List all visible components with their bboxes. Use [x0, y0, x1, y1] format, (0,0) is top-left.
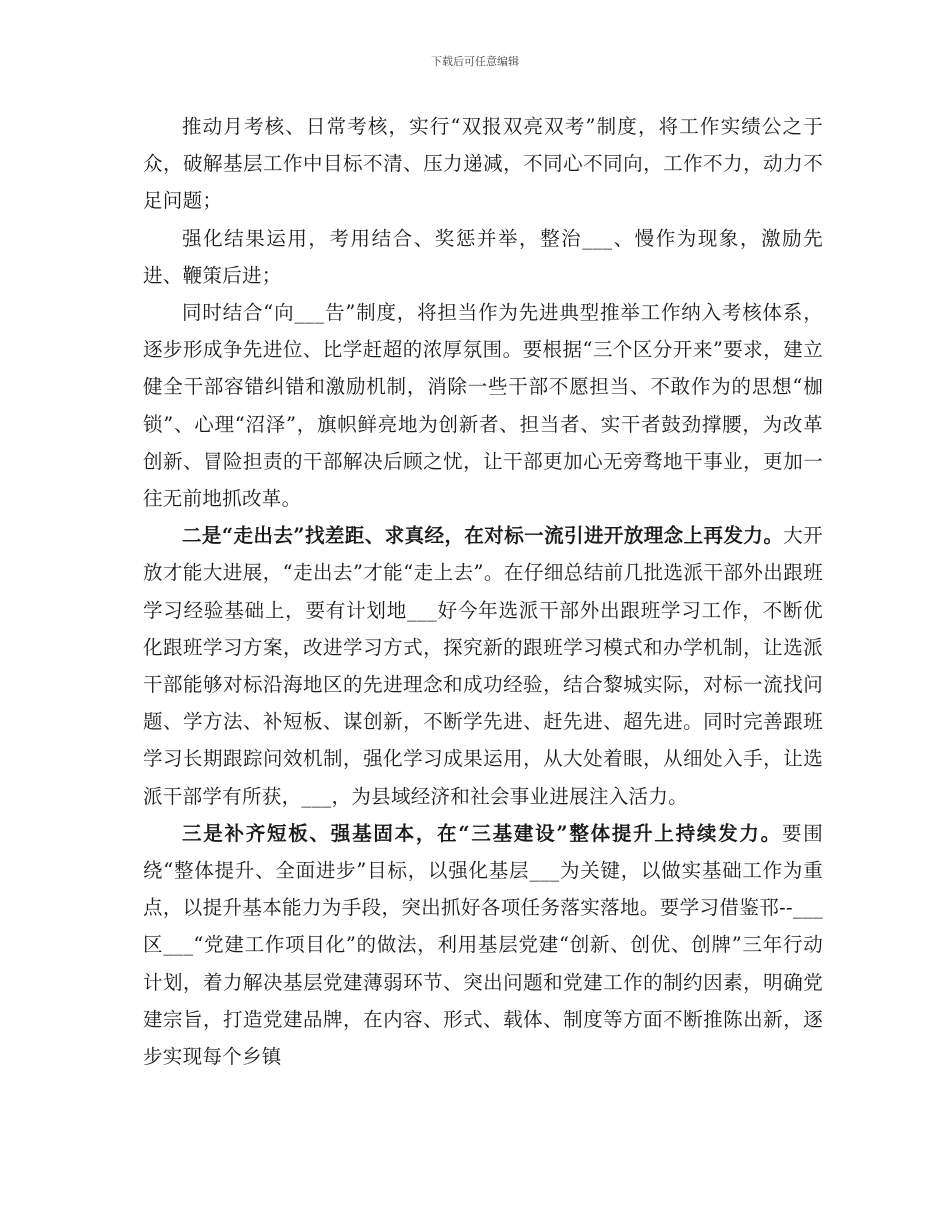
- paragraph-text: 要围绕“整体提升、全面进步”目标，以强化基层___为关键，以做实基础工作为重点，以提升基本能力为手段，突出抓好各项任务落实落地。要学习借鉴邗--___区___“党建工作项目化”的做法，利用基层党建“创新、创优、创牌”三年行动计划，着力解决基层党建薄弱环节、突出问题和党建工作的制约因素，明确党建宗旨，打造党建品牌，在内容、形式、载体、制度等方面不断推陈出新，逐步实现每个乡镇: [143, 821, 823, 1069]
- page-header: 下载后可任意编辑: [431, 55, 519, 68]
- paragraph-text: 大开放才能大进展，“走出去”才能“走上去”。在仔细总结前几批选派干部外出跟班学习经验基础上，要有计划地___好今年选派干部外出跟班学习工作，不断优化跟班学习方案，改进学习方式，探究新的跟班学习模式和办学机制，让选派干部能够对标沿海地区的先进理念和成功经验，结合黎城实际，对标一流找问题、学方法、补短板、谋创新，不断学先进、赶先进、超先进。同时完善跟班学习长期跟踪问效机制，强化学习成果运用，从大处着眼，从细处入手，让选派干部学有所获，___，为县域经济和社会事业进展注入活力。: [143, 524, 823, 808]
- paragraph-2: [143, 220, 823, 294]
- section-heading: 二是“走出去”找差距、求真经，在对标一流引进开放理念上再发力。: [182, 524, 784, 548]
- paragraph-text: 强化结果运用，考用结合、奖惩并举，整治___、慢作为现象，激励先进、鞭策后进；: [143, 226, 823, 287]
- paragraph-3: [143, 294, 823, 517]
- paragraph-1: [143, 108, 823, 220]
- section-heading: 三是补齐短板、强基固本，在“三基建设”整体提升上持续发力。: [182, 821, 782, 845]
- paragraph-text: 推动月考核、日常考核，实行“双报双亮双考”制度，将工作实绩公之于众，破解基层工作中目标不清、压力递减，不同心不同向，工作不力，动力不足问题；: [143, 115, 823, 213]
- paragraph-5: [143, 815, 823, 1075]
- document-body: [143, 108, 823, 1075]
- paragraph-text: 同时结合“向___告”制度，将担当作为先进典型推举工作纳入考核体系，逐步形成争先进位、比学赶超的浓厚氛围。要根据“三个区分开来”要求，建立健全干部容错纠错和激励机制，消除一些干部不愿担当、不敢作为的思想“枷锁”、心理“沼泽”，旗帜鲜亮地为创新者、担当者、实干者鼓劲撑腰，为改革创新、冒险担责的干部解决后顾之忧，让干部更加心无旁骛地干事业，更加一往无前地抓改革。: [143, 301, 823, 511]
- paragraph-4: [143, 517, 823, 815]
